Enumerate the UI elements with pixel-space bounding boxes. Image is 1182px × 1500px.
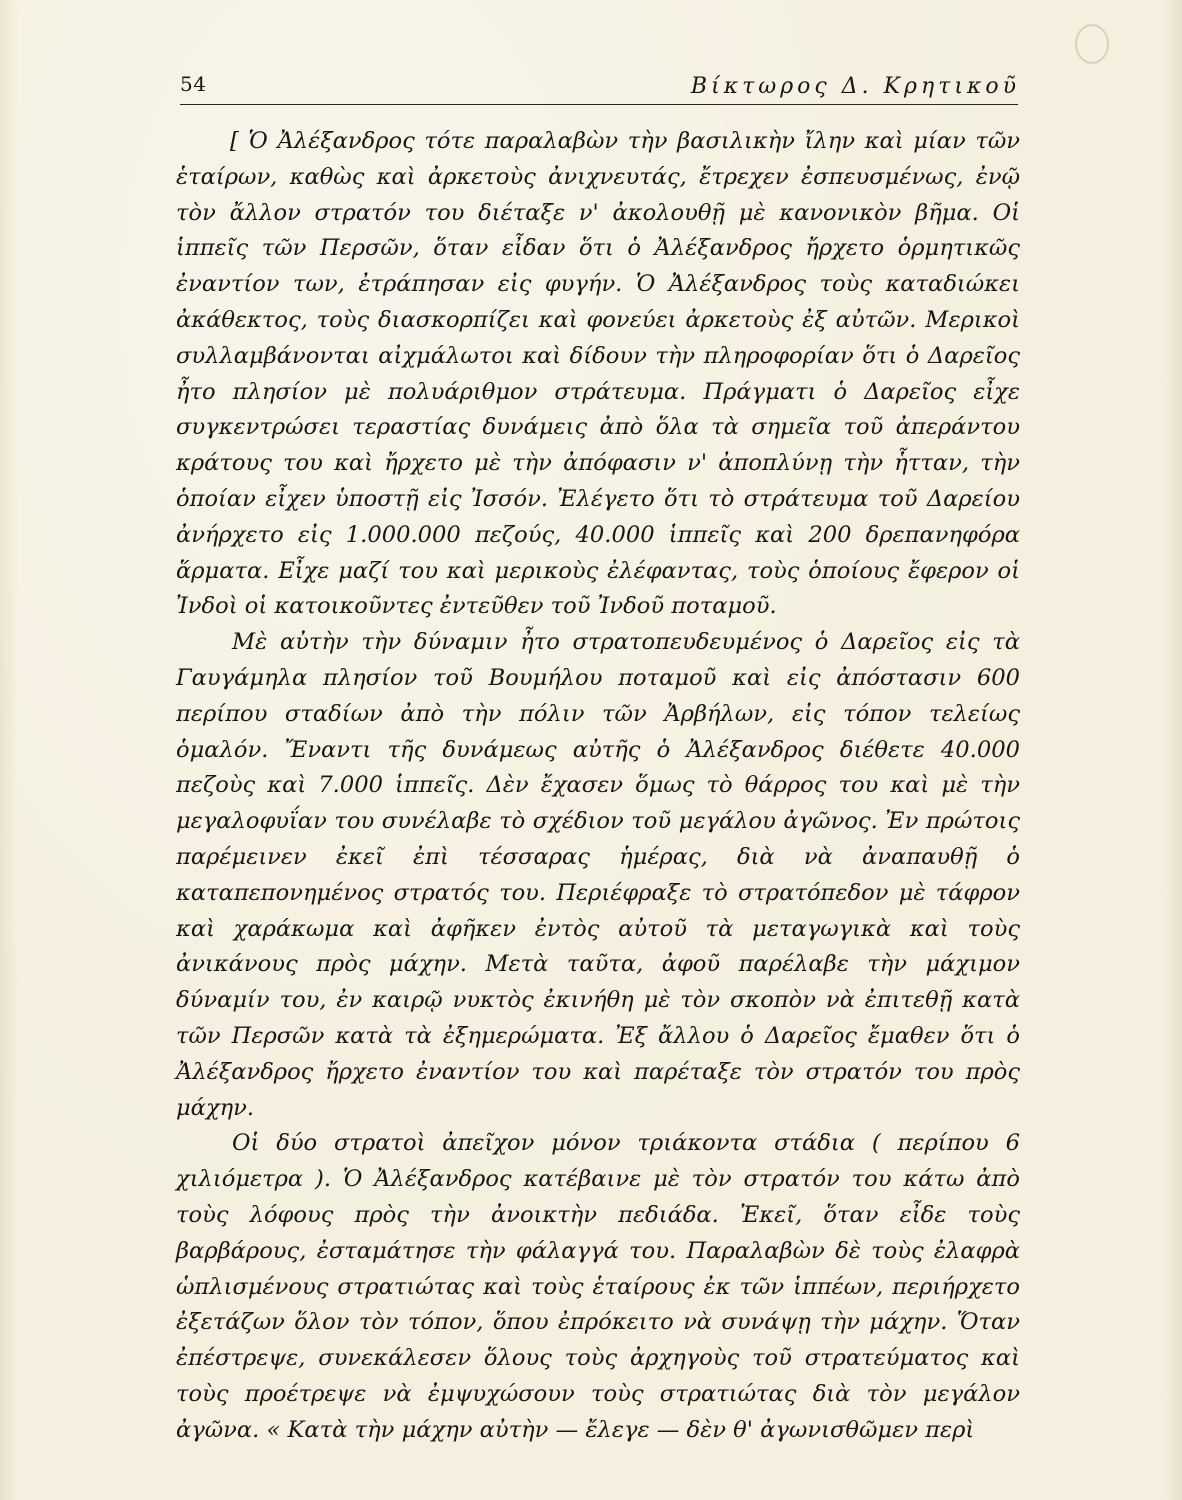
- paragraph: Μὲ αὐτὴν τὴν δύναμιν ἦτο στρατοπευδευμένος ὁ Δαρεῖος εἰς τὰ Γαυγάμηλα πλησίον τοῦ Βουμήλου ποταμοῦ καὶ εἰς ἀπόστασιν 600 περίπου σταδίων ἀπὸ τὴν πόλιν τῶν Ἀρβήλων, εἰς τόπον τελείως ὁμαλόν. Ἔναντι τῆς δυνάμεως αὐτῆς ὁ Ἀλέξανδρος διέθετε 40.000 πεζοὺς καὶ 7.000 ἱππεῖς. Δὲν ἔχασεν ὅμως τὸ θάρρος του καὶ μὲ τὴν μεγαλοφυΐαν του συνέλαβε τὸ σχέδιον τοῦ μεγάλου ἀγῶνος. Ἐν πρώτοις παρέμεινεν ἐκεῖ ἐπὶ τέσσαρας ἡμέρας, διὰ νὰ ἀναπαυθῇ ὁ καταπεπονημένος στρατός του. Περιέφραξε τὸ στρατόπεδον μὲ τάφρον καὶ χαράκωμα καὶ ἀφῆκεν ἐντὸς αὐτοῦ τὰ μεταγωγικὰ καὶ τοὺς ἀνικάνους πρὸς μάχην. Μετὰ ταῦτα, ἀφοῦ παρέλαβε τὴν μάχιμον δύναμίν του, ἐν καιρῷ νυκτὸς ἐκινήθη μὲ τὸν σκοπὸν νὰ ἐπιτεθῇ κατὰ τῶν Περσῶν κατὰ τὰ ἐξημερώματα. Ἐξ ἄλλου ὁ Δαρεῖος ἔμαθεν ὅτι ὁ Ἀλέξανδρος ἤρχετο ἐναντίον του καὶ παρέταξε τὸν στρατόν του πρὸς μάχην.: [176, 629, 1020, 1121]
- body-text: [176, 124, 1020, 1448]
- paragraph: Οἱ δύο στρατοὶ ἀπεῖχον μόνον τριάκοντα στάδια ( περίπου 6 χιλιόμετρα ). Ὁ Ἀλέξανδρος κατέβαινε μὲ τὸν στρατόν του κάτω ἀπὸ τοὺς λόφους πρὸς τὴν ἀνοικτὴν πεδιάδα. Ἐκεῖ, ὅταν εἶδε τοὺς βαρβάρους, ἐσταμάτησε τὴν φάλαγγά του. Παραλαβὼν δὲ τοὺς ἐλαφρὰ ὡπλισμένους στρατιώτας καὶ τοὺς ἑταίρους ἐκ τῶν ἱππέων, περιήρχετο ἐξετάζων ὅλον τὸν τόπον, ὅπου ἐπρόκειτο νὰ συνάψῃ τὴν μάχην. Ὅταν ἐπέστρεψε, συνεκάλεσεν ὅλους τοὺς ἀρχηγοὺς τοῦ στρατεύματος καὶ τοὺς προέτρεψε νὰ ἐμψυχώσουν τοὺς στρατιώτας διὰ τὸν μεγάλον ἀγῶνα. « Κατὰ τὴν μάχην αὐτὴν — ἔλεγε — δὲν θ' ἀγωνισθῶμεν περὶ: [176, 1130, 1020, 1443]
- page-number: 54: [180, 72, 207, 96]
- paragraph: [ Ὁ Ἀλέξανδρος τότε παραλαβὼν τὴν βασιλικὴν ἴλην καὶ μίαν τῶν ἑταίρων, καθὼς καὶ ἀρκετοὺς ἀνιχνευτάς, ἔτρεχεν ἐσπευσμένως, ἐνῷ τὸν ἄλλον στρατόν του διέταξε ν' ἀκολουθῇ μὲ κανονικὸν βῆμα. Οἱ ἱππεῖς τῶν Περσῶν, ὅταν εἶδαν ὅτι ὁ Ἀλέξανδρος ἤρχετο ὁρμητικῶς ἐναντίον των, ἐτράπησαν εἰς φυγήν. Ὁ Ἀλέξανδρος τοὺς καταδιώκει ἀκάθεκτος, τοὺς διασκορπίζει καὶ φονεύει ἀρκετοὺς ἐξ αὐτῶν. Μερικοὶ συλλαμβάνονται αἰχμάλωτοι καὶ δίδουν τὴν πληροφορίαν ὅτι ὁ Δαρεῖος ἦτο πλησίον μὲ πολυάριθμον στράτευμα. Πράγματι ὁ Δαρεῖος εἶχε συγκεντρώσει τεραστίας δυνάμεις ἀπὸ ὅλα τὰ σημεῖα τοῦ ἀπεράντου κράτους του καὶ ἤρχετο μὲ τὴν ἀπόφασιν ν' ἀποπλύνῃ τὴν ἧτταν, τὴν ὁποίαν εἶχεν ὑποστῇ εἰς Ἰσσόν. Ἐλέγετο ὅτι τὸ στράτευμα τοῦ Δαρείου ἀνήρχετο εἰς 1.000.000 πεζούς, 40.000 ἱππεῖς καὶ 200 δρεπανηφόρα ἅρματα. Εἶχε μαζί του καὶ μερικοὺς ἐλέφαντας, τοὺς ὁποίους ἔφερον οἱ Ἰνδοὶ οἱ κατοικοῦντες ἐντεῦθεν τοῦ Ἰνδοῦ ποταμοῦ.: [176, 128, 1020, 620]
- page-header: [180, 72, 1020, 102]
- header-rule: [180, 104, 1018, 105]
- paper-stain: [1075, 24, 1109, 64]
- running-head: Βίκτωρος Δ. Κρητικοῦ: [690, 74, 1020, 99]
